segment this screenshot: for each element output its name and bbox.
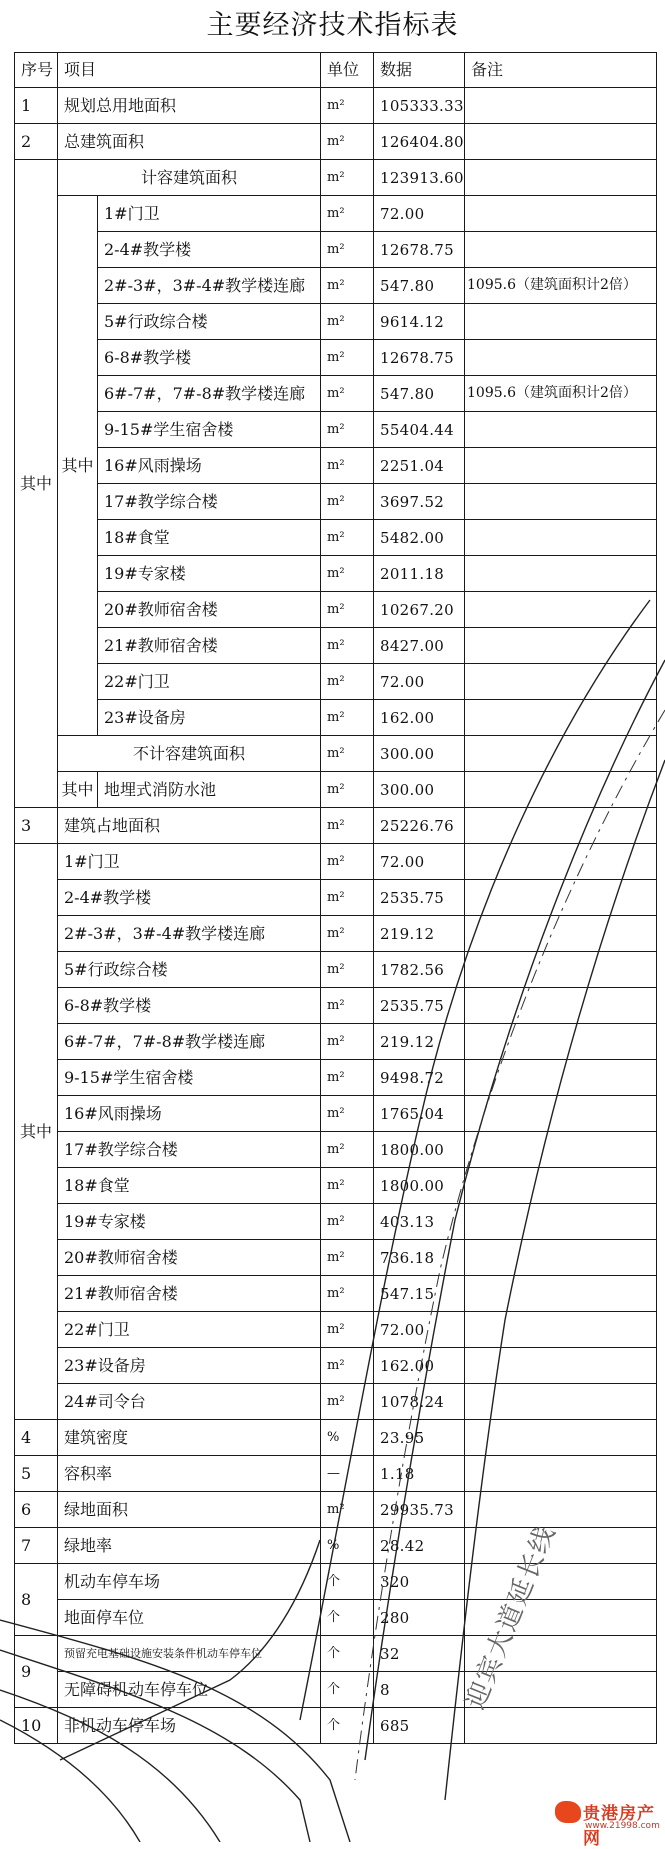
- footprint-item-note: [465, 1132, 657, 1168]
- footprint-item-value: 1800.00: [374, 1132, 465, 1168]
- counted-item-note: 1095.6（建筑面积计2倍）: [465, 268, 657, 304]
- table-row-2-note: [465, 124, 657, 160]
- counted-item-label: 20#教师宿舍楼: [98, 592, 321, 628]
- footprint-item-value: 736.18: [374, 1240, 465, 1276]
- counted-item-unit: m²: [321, 700, 374, 736]
- footprint-item-value: 2535.75: [374, 988, 465, 1024]
- counted-item-label: 2#-3#，3#-4#教学楼连廊: [98, 268, 321, 304]
- table-row-5-item: 容积率: [58, 1456, 321, 1492]
- counted-item-note: [465, 232, 657, 268]
- footprint-item-note: [465, 1024, 657, 1060]
- table-row-8-seq: 8: [14, 1564, 58, 1636]
- table-row-8-item: 机动车停车场: [58, 1564, 321, 1600]
- counted-item-note: [465, 556, 657, 592]
- counted-item-label: 6-8#教学楼: [98, 340, 321, 376]
- counted-item-value: 9614.12: [374, 304, 465, 340]
- table-row-10-seq: 10: [14, 1708, 58, 1744]
- footprint-item-note: [465, 988, 657, 1024]
- table-row-2-seq: 2: [14, 124, 58, 160]
- table-row-9b-item: 无障碍机动车停车位: [58, 1672, 321, 1708]
- table-row-10-item: 非机动车停车场: [58, 1708, 321, 1744]
- footprint-item-label: 18#食堂: [58, 1168, 321, 1204]
- counted-item-unit: m²: [321, 340, 374, 376]
- footprint-item-note: [465, 1312, 657, 1348]
- footprint-item-unit: m²: [321, 988, 374, 1024]
- footprint-item-note: [465, 1060, 657, 1096]
- counted-item-label: 17#教学综合楼: [98, 484, 321, 520]
- footprint-item-note: [465, 1168, 657, 1204]
- counted-item-unit: m²: [321, 232, 374, 268]
- counted-item-unit: m²: [321, 520, 374, 556]
- table-row-9-unit: 个: [321, 1636, 374, 1672]
- footprint-item-unit: m²: [321, 844, 374, 880]
- indicator-table: [0, 52, 665, 1842]
- counted-item-value: 10267.20: [374, 592, 465, 628]
- counted-item-unit: m²: [321, 592, 374, 628]
- footprint-item-value: 1765.04: [374, 1096, 465, 1132]
- table-row-2-item: 总建筑面积: [58, 124, 321, 160]
- counted-item-note: 1095.6（建筑面积计2倍）: [465, 376, 657, 412]
- header-data: 数据: [374, 52, 465, 88]
- table-row-5-value: 1.18: [374, 1456, 465, 1492]
- footprint-item-value: 547.15: [374, 1276, 465, 1312]
- counted-item-note: [465, 520, 657, 556]
- footprint-item-unit: m²: [321, 1312, 374, 1348]
- footprint-item-note: [465, 1348, 657, 1384]
- footprint-item-value: 2535.75: [374, 880, 465, 916]
- counted-item-value: 2011.18: [374, 556, 465, 592]
- counted-item-note: [465, 448, 657, 484]
- table-row-7-unit: %: [321, 1528, 374, 1564]
- table-row-4-unit: %: [321, 1420, 374, 1456]
- counted-item-unit: m²: [321, 376, 374, 412]
- table-row-7-value: 28.42: [374, 1528, 465, 1564]
- footprint-item-note: [465, 952, 657, 988]
- table-row-7-item: 绿地率: [58, 1528, 321, 1564]
- table-row-2-unit: m²: [321, 124, 374, 160]
- counted-item-label: 2-4#教学楼: [98, 232, 321, 268]
- table-row-1-item: 规划总用地面积: [58, 88, 321, 124]
- header-seq: 序号: [14, 52, 58, 88]
- counted-item-note: [465, 412, 657, 448]
- site-watermark: [555, 1797, 661, 1849]
- footprint-item-value: 9498.72: [374, 1060, 465, 1096]
- table-row-4-item: 建筑密度: [58, 1420, 321, 1456]
- footprint-item-value: 403.13: [374, 1204, 465, 1240]
- footprint-item-label: 2#-3#，3#-4#教学楼连廊: [58, 916, 321, 952]
- counted-item-value: 12678.75: [374, 232, 465, 268]
- table-row-1-value: 105333.33: [374, 88, 465, 124]
- table-row-4-seq: 4: [14, 1420, 58, 1456]
- counted-item-unit: m²: [321, 484, 374, 520]
- footprint-item-note: [465, 1204, 657, 1240]
- table-row-8b-value: 280: [374, 1600, 465, 1636]
- table-row-9-item: 预留充电基础设施安装条件机动车停车位: [58, 1636, 321, 1672]
- counted-item-unit: m²: [321, 268, 374, 304]
- counted-item-unit: m²: [321, 448, 374, 484]
- table-row-3-item: 建筑占地面积: [58, 808, 321, 844]
- counted-item-note: [465, 304, 657, 340]
- counted-item-label: 21#教师宿舍楼: [98, 628, 321, 664]
- footprint-item-label: 16#风雨操场: [58, 1096, 321, 1132]
- footprint-item-label: 5#行政综合楼: [58, 952, 321, 988]
- footprint-item-label: 21#教师宿舍楼: [58, 1276, 321, 1312]
- counted-area-note: [465, 160, 657, 196]
- counted-item-unit: m²: [321, 556, 374, 592]
- footprint-item-unit: m²: [321, 880, 374, 916]
- table-row-9-value: 32: [374, 1636, 465, 1672]
- footprint-item-label: 1#门卫: [58, 844, 321, 880]
- table-row-9b-unit: 个: [321, 1672, 374, 1708]
- counted-item-note: [465, 700, 657, 736]
- footprint-item-unit: m²: [321, 1240, 374, 1276]
- table-row-3-value: 25226.76: [374, 808, 465, 844]
- uncounted-item-unit: m²: [321, 772, 374, 808]
- table-row-6-seq: 6: [14, 1492, 58, 1528]
- table-row-6-note: [465, 1492, 657, 1528]
- counted-item-value: 55404.44: [374, 412, 465, 448]
- footprint-item-note: [465, 1096, 657, 1132]
- table-row-5-note: [465, 1456, 657, 1492]
- footprint-item-label: 6#-7#，7#-8#教学楼连廊: [58, 1024, 321, 1060]
- counted-item-label: 19#专家楼: [98, 556, 321, 592]
- table-title: 主要经济技术指标表: [206, 10, 459, 41]
- counted-item-label: 5#行政综合楼: [98, 304, 321, 340]
- footprint-item-label: 20#教师宿舍楼: [58, 1240, 321, 1276]
- counted-item-label: 23#设备房: [98, 700, 321, 736]
- counted-item-unit: m²: [321, 664, 374, 700]
- table-row-4-note: [465, 1420, 657, 1456]
- counted-item-value: 547.80: [374, 376, 465, 412]
- header-note: 备注: [465, 52, 657, 88]
- footprint-item-label: 19#专家楼: [58, 1204, 321, 1240]
- counted-item-label: 6#-7#，7#-8#教学楼连廊: [98, 376, 321, 412]
- counted-item-note: [465, 340, 657, 376]
- uncounted-item-label: 地埋式消防水池: [98, 772, 321, 808]
- counted-item-value: 72.00: [374, 196, 465, 232]
- counted-item-value: 8427.00: [374, 628, 465, 664]
- table-row-6-item: 绿地面积: [58, 1492, 321, 1528]
- counted-item-note: [465, 592, 657, 628]
- road-label: 迎宾大道延长线: [460, 1520, 562, 1714]
- counted-item-unit: m²: [321, 304, 374, 340]
- footprint-item-value: 219.12: [374, 1024, 465, 1060]
- footprint-item-value: 1800.00: [374, 1168, 465, 1204]
- table-row-5-seq: 5: [14, 1456, 58, 1492]
- table-row-8-value: 320: [374, 1564, 465, 1600]
- footprint-item-unit: m²: [321, 1096, 374, 1132]
- footprint-item-unit: m²: [321, 1348, 374, 1384]
- table-row-9b-value: 8: [374, 1672, 465, 1708]
- footprint-item-unit: m²: [321, 1168, 374, 1204]
- counted-item-value: 162.00: [374, 700, 465, 736]
- counted-area-unit: m²: [321, 160, 374, 196]
- counted-item-note: [465, 196, 657, 232]
- counted-item-unit: m²: [321, 628, 374, 664]
- header-item: 项目: [58, 52, 321, 88]
- uncounted-area-unit: m²: [321, 736, 374, 772]
- counted-item-unit: m²: [321, 412, 374, 448]
- footprint-item-label: 2-4#教学楼: [58, 880, 321, 916]
- header-unit: 单位: [321, 52, 374, 88]
- counted-item-value: 5482.00: [374, 520, 465, 556]
- table-row-8b-item: 地面停车位: [58, 1600, 321, 1636]
- counted-item-label: 18#食堂: [98, 520, 321, 556]
- table-row-6-value: 29935.73: [374, 1492, 465, 1528]
- counted-item-note: [465, 664, 657, 700]
- counted-item-label: 9-15#学生宿舍楼: [98, 412, 321, 448]
- table-row-3-seq: 3: [14, 808, 58, 844]
- table-row-9-seq: 9: [14, 1636, 58, 1708]
- counted-item-value: 547.80: [374, 268, 465, 304]
- counted-item-label: 16#风雨操场: [98, 448, 321, 484]
- table-row-10-unit: 个: [321, 1708, 374, 1744]
- counted-item-label: 1#门卫: [98, 196, 321, 232]
- footprint-item-unit: m²: [321, 1204, 374, 1240]
- counted-item-value: 12678.75: [374, 340, 465, 376]
- table-row-1-seq: 1: [14, 88, 58, 124]
- footprint-item-unit: m²: [321, 1024, 374, 1060]
- table-row-8-note: [465, 1564, 657, 1600]
- table-row-7-seq: 7: [14, 1528, 58, 1564]
- section-a-label: 其中: [14, 160, 58, 808]
- footprint-item-note: [465, 1240, 657, 1276]
- watermark-text: 贵港房产网: [583, 1804, 655, 1849]
- counted-item-label: 22#门卫: [98, 664, 321, 700]
- footprint-item-note: [465, 844, 657, 880]
- uncounted-sub-label: 其中: [58, 772, 98, 808]
- uncounted-item-value: 300.00: [374, 772, 465, 808]
- counted-sub-label: 其中: [58, 196, 98, 736]
- counted-area-value: 123913.60: [374, 160, 465, 196]
- table-row-4-value: 23.95: [374, 1420, 465, 1456]
- table-row-3-note: [465, 808, 657, 844]
- table-row-1-note: [465, 88, 657, 124]
- watermark-url: www.21998.com: [585, 1821, 660, 1831]
- footprint-item-value: 72.00: [374, 1312, 465, 1348]
- footprint-item-note: [465, 1276, 657, 1312]
- footprint-item-unit: m²: [321, 916, 374, 952]
- counted-area-title: 计容建筑面积: [58, 160, 321, 196]
- footprint-item-value: 1078.24: [374, 1384, 465, 1420]
- table-row-8b-unit: 个: [321, 1600, 374, 1636]
- counted-item-note: [465, 484, 657, 520]
- footprint-item-unit: m²: [321, 1384, 374, 1420]
- footprint-item-note: [465, 880, 657, 916]
- elephant-logo-icon: [555, 1801, 581, 1823]
- uncounted-area-title: 不计容建筑面积: [58, 736, 321, 772]
- section-b-label: 其中: [14, 844, 58, 1420]
- footprint-item-note: [465, 916, 657, 952]
- table-row-10-value: 685: [374, 1708, 465, 1744]
- footprint-item-value: 72.00: [374, 844, 465, 880]
- footprint-item-label: 17#教学综合楼: [58, 1132, 321, 1168]
- counted-item-unit: m²: [321, 196, 374, 232]
- table-row-3-unit: m²: [321, 808, 374, 844]
- footprint-item-label: 6-8#教学楼: [58, 988, 321, 1024]
- table-row-8-unit: 个: [321, 1564, 374, 1600]
- table-row-6-unit: m²: [321, 1492, 374, 1528]
- table-row-10-note: [465, 1708, 657, 1744]
- footprint-item-value: 162.00: [374, 1348, 465, 1384]
- footprint-item-value: 1782.56: [374, 952, 465, 988]
- footprint-item-value: 219.12: [374, 916, 465, 952]
- uncounted-area-note: [465, 736, 657, 772]
- uncounted-area-value: 300.00: [374, 736, 465, 772]
- footprint-item-unit: m²: [321, 1132, 374, 1168]
- counted-item-note: [465, 628, 657, 664]
- footprint-item-unit: m²: [321, 1276, 374, 1312]
- footprint-item-label: 9-15#学生宿舍楼: [58, 1060, 321, 1096]
- footprint-item-label: 23#设备房: [58, 1348, 321, 1384]
- counted-item-value: 72.00: [374, 664, 465, 700]
- footprint-item-note: [465, 1384, 657, 1420]
- footprint-item-label: 22#门卫: [58, 1312, 321, 1348]
- footprint-item-unit: m²: [321, 1060, 374, 1096]
- counted-item-value: 3697.52: [374, 484, 465, 520]
- footprint-item-unit: m²: [321, 952, 374, 988]
- table-row-5-unit: —: [321, 1456, 374, 1492]
- table-row-1-unit: m²: [321, 88, 374, 124]
- uncounted-item-note: [465, 772, 657, 808]
- table-row-2-value: 126404.80: [374, 124, 465, 160]
- footprint-item-label: 24#司令台: [58, 1384, 321, 1420]
- counted-item-value: 2251.04: [374, 448, 465, 484]
